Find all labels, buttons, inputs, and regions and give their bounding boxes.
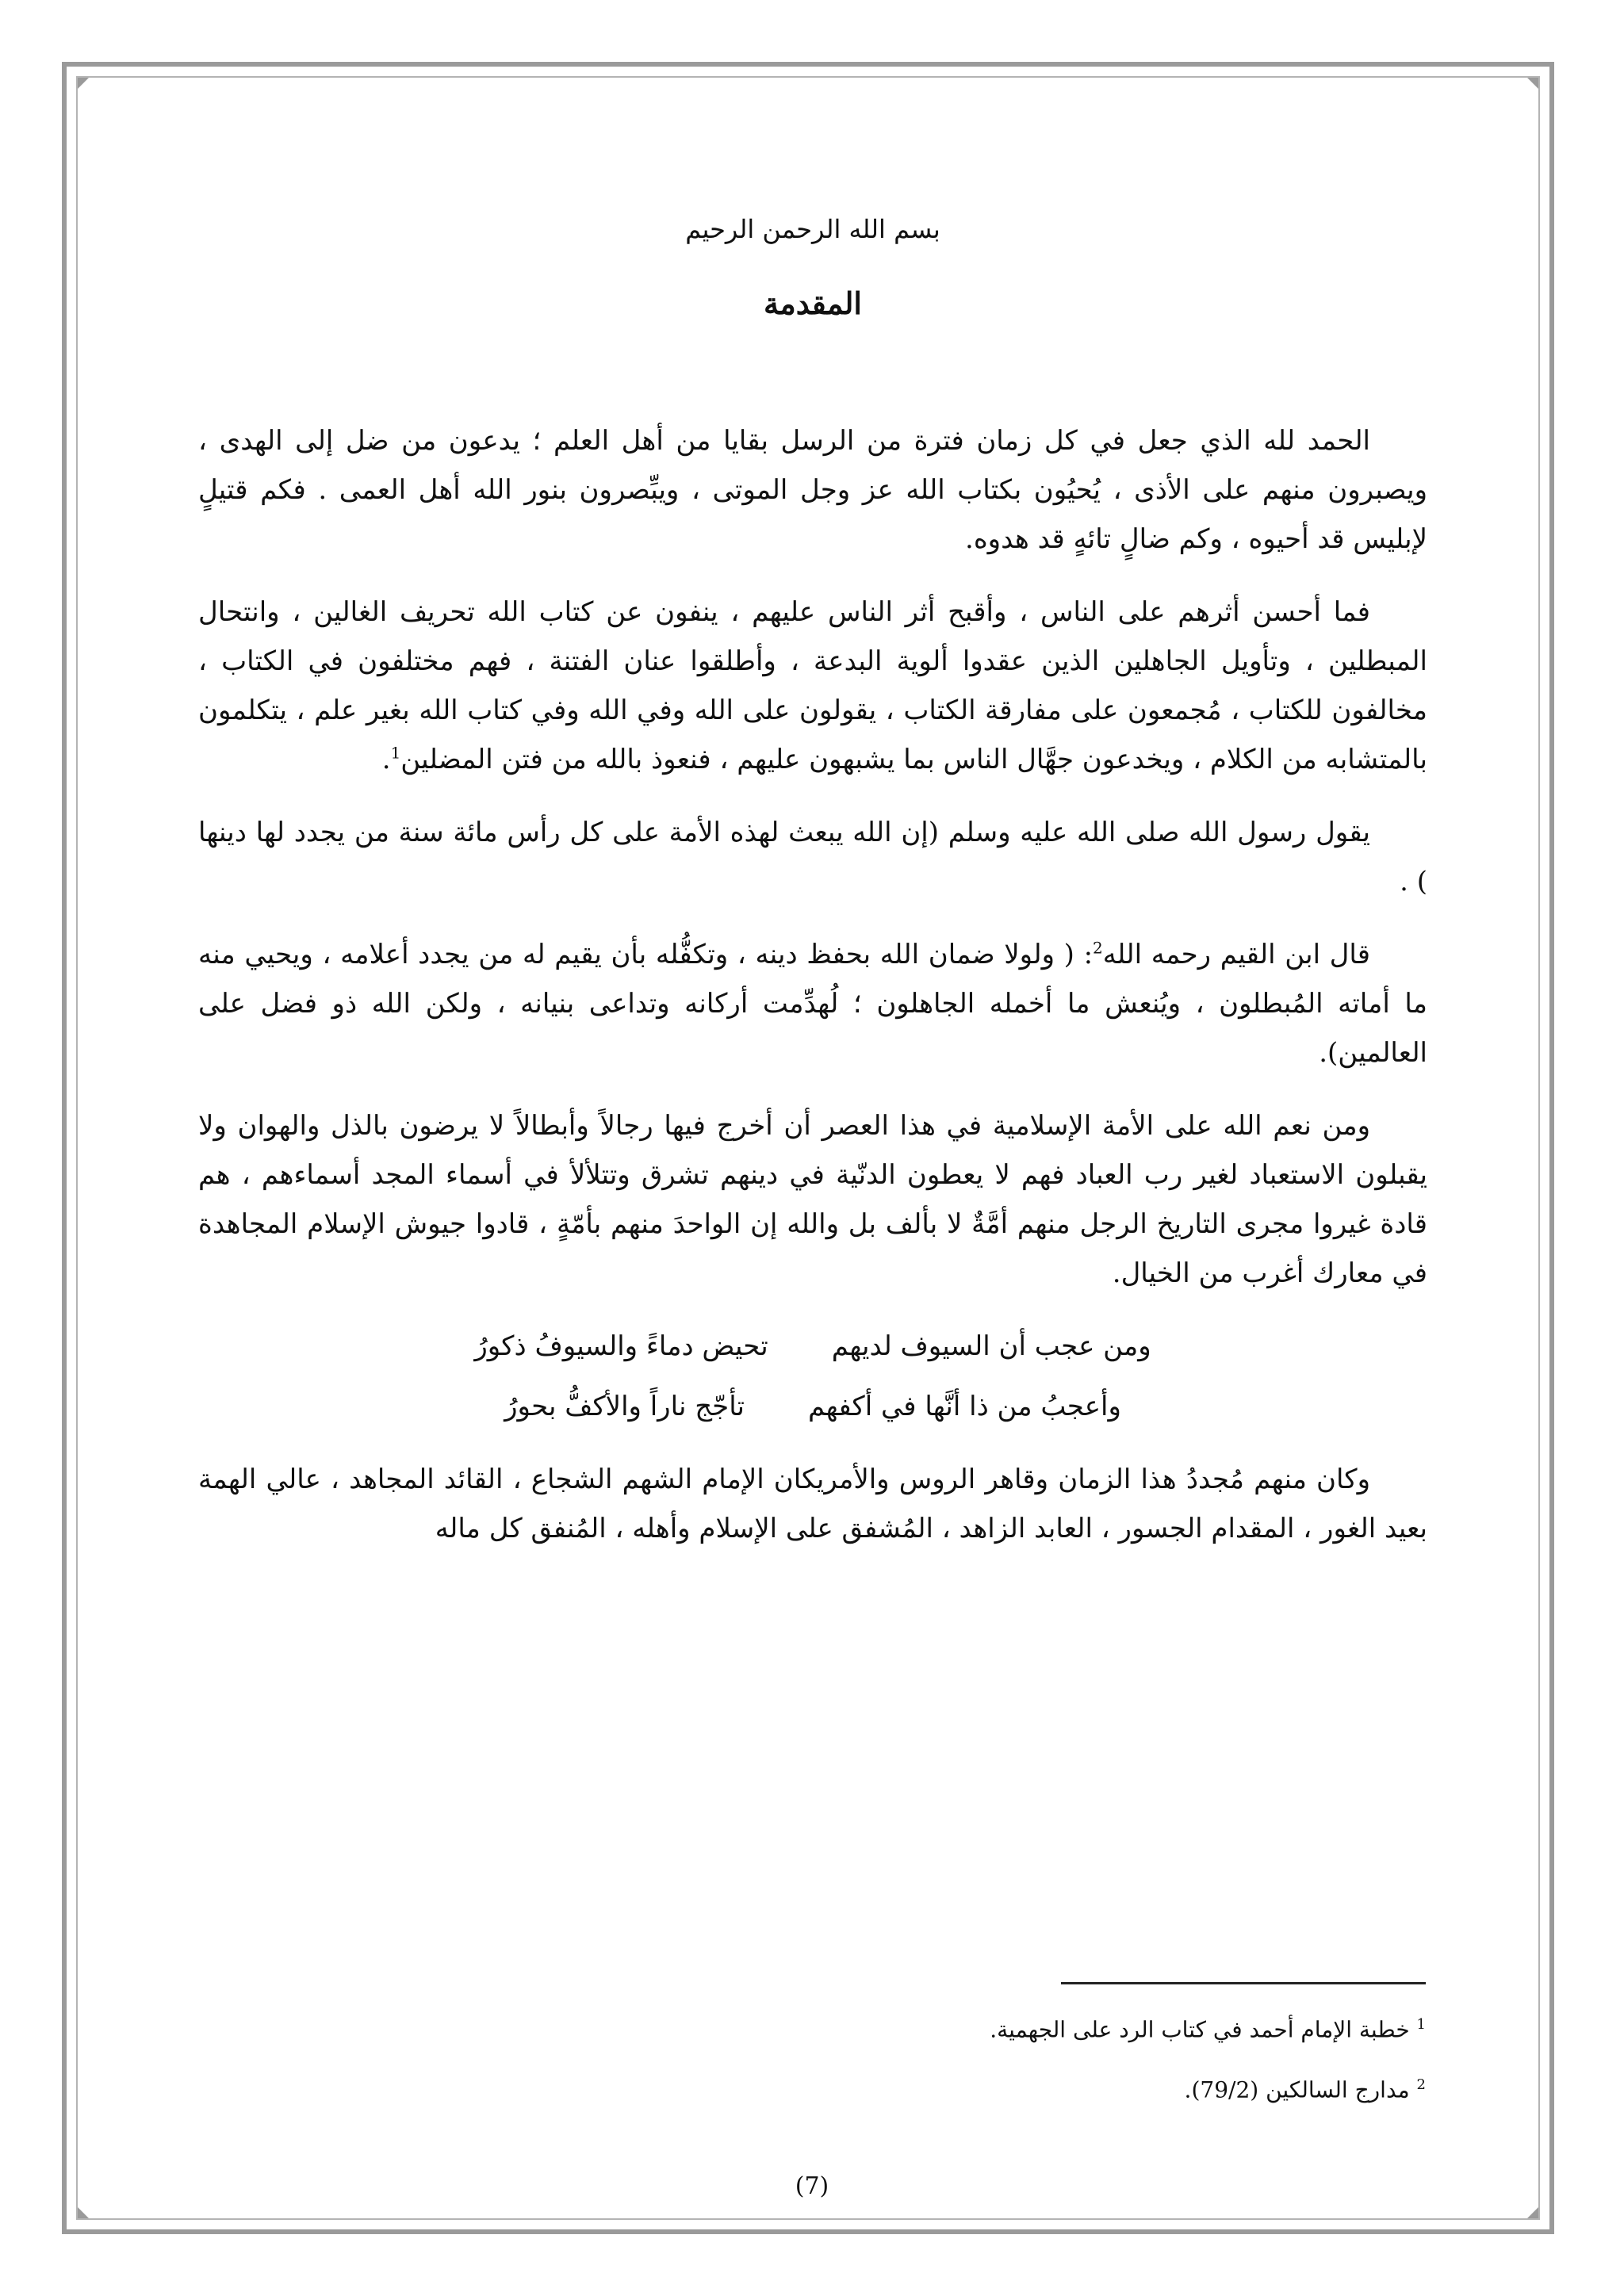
paragraph-6: وكان منهم مُجددُ هذا الزمان وقاهر الروس والأمريكان الإمام الشهم الشجاع ، القائد المجاهد ، عالي الهمة بعيد الغور ، المقدام الجسور ، العابد الزاهد ، المُشفق على الإسلام وأهله ، المُنفق كل ماله [198,1464,1427,1544]
footnote-separator [1061,1982,1426,1984]
basmala: بسم الله الرحمن الرحيم [685,214,940,244]
paragraph-3: يقول رسول الله صلى الله عليه وسلم (إن الله يبعث لهذه الأمة على كل رأس مائة سنة من يجدد لها دينها ) . [198,817,1427,897]
paragraph-4-rest: : ( ولولا ضمان الله بحفظ دينه ، وتكفُّله بأن يقيم له من يجدد أعلامه ، ويحيي منه ما أماته المُبطلون ، ويُنعش ما أخمله الجاهلون ؛ لُهدِّمت أركانه وتداعى بنيانه ، ولكن الله ذو فضل على العالمين). [198,939,1427,1069]
footnote-1-text: خطبة الإمام أحمد في كتاب الرد على الجهمية. [990,2016,1410,2043]
paragraph-4 [198,930,1427,1077]
body-text [198,416,1427,1553]
paragraph-1: الحمد لله الذي جعل في كل زمان فترة من الرسل بقايا من أهل العلم ؛ يدعون من ضل إلى الهدى ، ويصبرون منهم على الأذى ، يُحيُون بكتاب الله عز وجل الموتى ، ويبِّصرون بنور الله أهل العمى . فكم قتيلٍ لإبليس قد أحيوه ، وكم ضالٍ تائهٍ قد هدوه. [198,425,1427,555]
footnote-ref-1[interactable]: 1 [390,743,401,763]
frame-corner-ornament [78,2207,89,2218]
footnote-2 [197,2062,1426,2113]
poem-verse-1 [198,1322,1427,1371]
page-number: (7) [795,2172,829,2200]
page-content [198,198,1427,1577]
poem-verse-2 [198,1382,1427,1431]
footnote-1 [197,2002,1426,2053]
paragraph-2 [198,587,1427,784]
footnote-ref-2[interactable]: 2 [1093,938,1103,958]
verse-2-first-hemistich: وأعجبُ من ذا أنَّها في أكفهم [808,1391,1121,1422]
footnote-1-mark: 1 [1416,2016,1426,2033]
page-title: المقدمة [763,285,862,321]
paragraph-4-lead: قال ابن القيم رحمه الله [1102,939,1370,970]
frame-corner-ornament [1527,2207,1538,2218]
footnote-2-mark: 2 [1416,2076,1426,2094]
footnotes [197,2002,1426,2123]
paragraph-5: ومن نعم الله على الأمة الإسلامية في هذا العصر أن أخرج فيها رجالاً وأبطالاً لا يرضون بالذل والهوان ولا يقبلون الاستعباد لغير رب العباد فهم لا يعطون الدنّية في دينهم تشرق وتتلألأ في أسماء المجد أسماءهم ، هم قادة غيروا مجرى التاريخ الرجل منهم أمَّةٌ لا بألف بل والله إن الواحدَ منهم بأمّةٍ ، قادوا جيوش الإسلام المجاهدة في معارك أغرب من الخيال. [198,1110,1427,1289]
verse-2-second-hemistich: تأجّج ناراً والأكفُّ بحورُ [504,1391,745,1422]
verse-1-second-hemistich: تحيض دماءً والسيوفُ ذكورُ [474,1330,768,1362]
frame-corner-ornament [78,78,89,89]
frame-corner-ornament [1527,78,1538,89]
footnote-2-text: مدارج السالكين (79/2). [1184,2076,1410,2103]
paragraph-2-text: فما أحسن أثرهم على الناس ، وأقبح أثر الناس عليهم ، ينفون عن كتاب الله تحريف الغالين ، وانتحال المبطلين ، وتأويل الجاهلين الذين عقدوا ألوية البدعة ، وأطلقوا عنان الفتنة ، فهم مختلفون في الكتاب ، مخالفون للكتاب ، مُجمعون على مفارقة الكتاب ، يقولون على الله وفي الله وفي كتاب الله بغير علم ، يتكلمون بالمتشابه من الكلام ، ويخدعون جهَّال الناس بما يشبهون عليهم ، فنعوذ بالله من فتن المضلين [198,596,1427,775]
paragraph-2-end: . [381,744,391,775]
verse-1-first-hemistich: ومن عجب أن السيوف لديهم [831,1330,1151,1362]
